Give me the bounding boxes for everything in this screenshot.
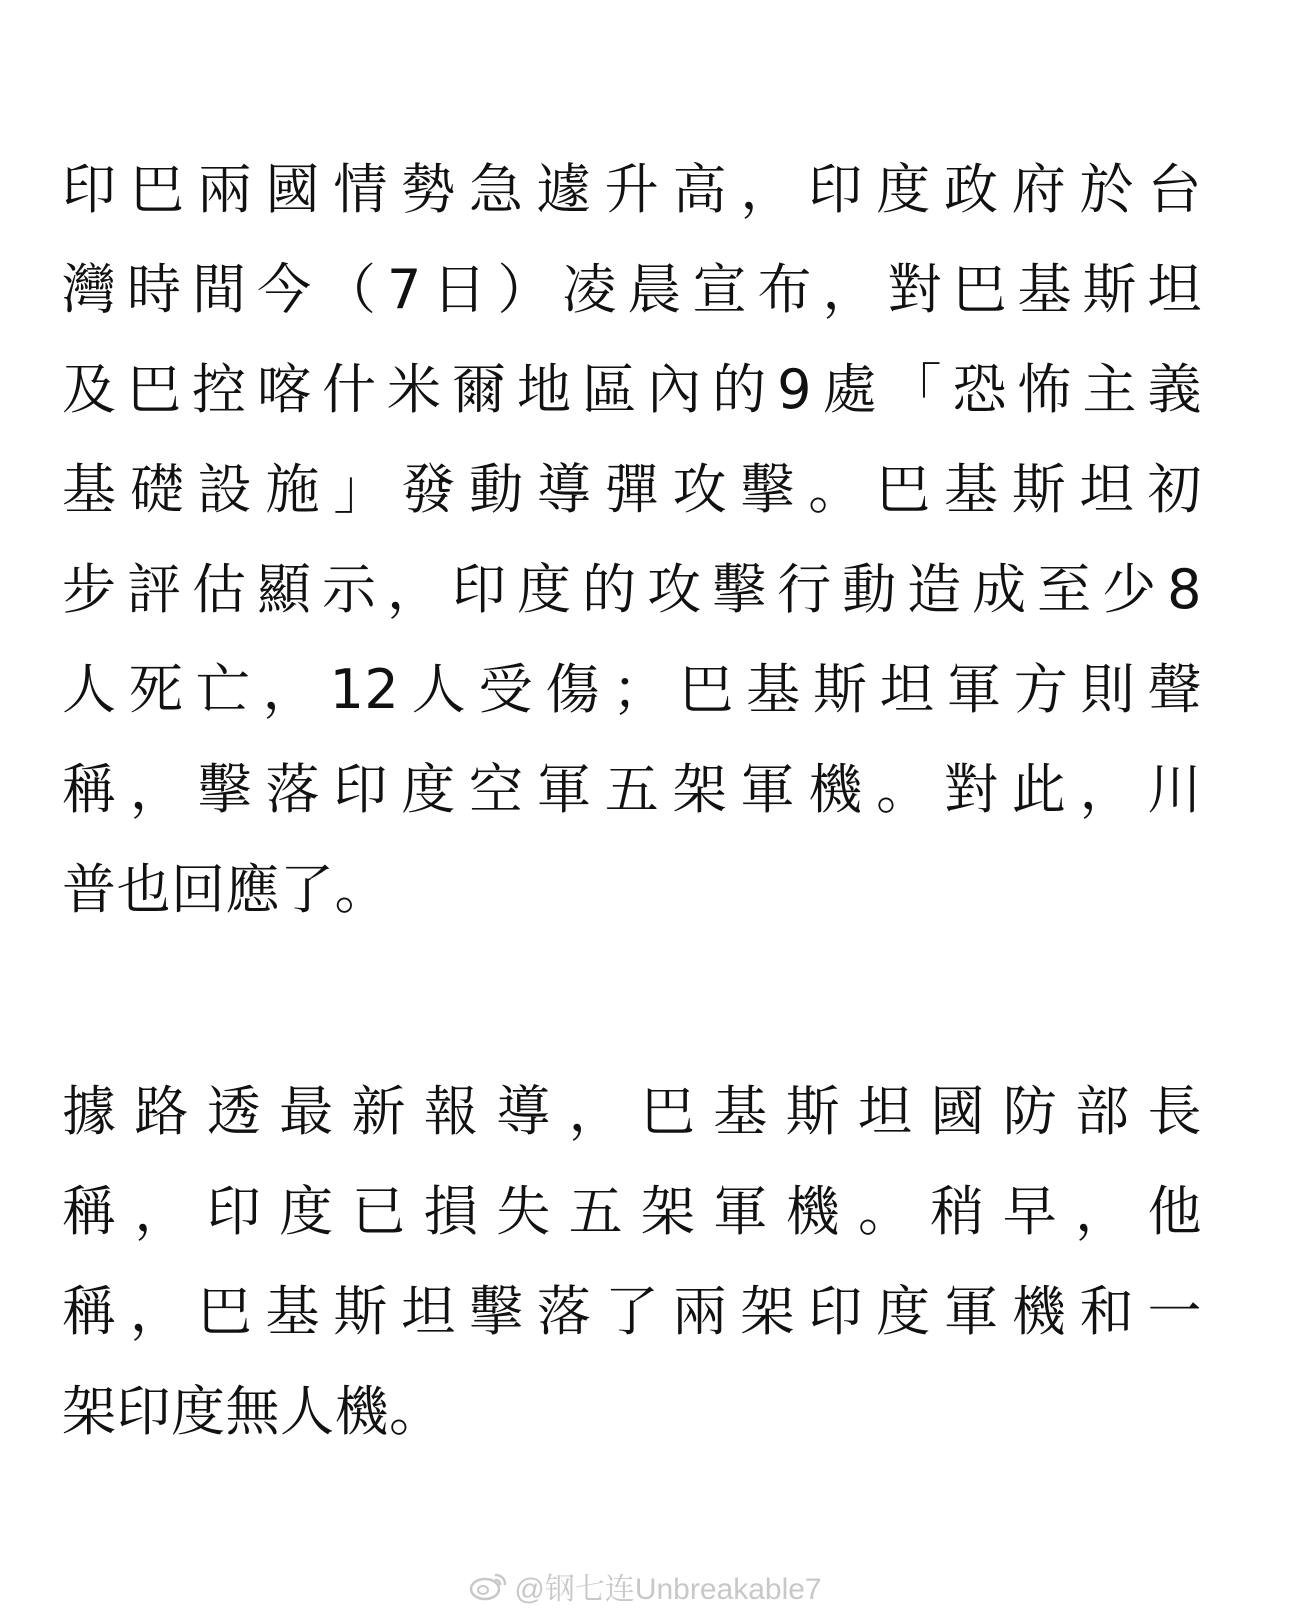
- paragraph-line: 據路透最新報導，巴基斯坦國防部長: [62, 1080, 1202, 1143]
- article-paragraph-2: [62, 1062, 1202, 1462]
- paragraph-line: 架印度無人機。: [62, 1380, 444, 1443]
- paragraph-line: 稱，擊落印度空軍五架軍機。對此，川: [62, 758, 1202, 821]
- watermark-text: @钢七连Unbreakable7: [514, 1573, 822, 1606]
- paragraph-line: 灣時間今（7日）凌晨宣布，對巴基斯坦: [62, 258, 1202, 321]
- paragraph-line: 印巴兩國情勢急遽升高，印度政府於台: [62, 158, 1202, 221]
- paragraph-line: 及巴控喀什米爾地區內的9處「恐怖主義: [62, 358, 1202, 421]
- weibo-icon: [468, 1571, 508, 1601]
- paragraph-line: 基礎設施」發動導彈攻擊。巴基斯坦初: [62, 458, 1202, 521]
- paragraph-line: 稱，巴基斯坦擊落了兩架印度軍機和一: [62, 1280, 1202, 1343]
- paragraph-line: 稱，印度已損失五架軍機。稍早，他: [62, 1180, 1202, 1243]
- paragraph-line: 步評估顯示，印度的攻擊行動造成至少8: [62, 558, 1202, 621]
- paragraph-line: 人死亡，12人受傷；巴基斯坦軍方則聲: [62, 658, 1202, 721]
- paragraph-line: 普也回應了。: [62, 858, 389, 921]
- article-paragraph-1: [62, 140, 1202, 940]
- watermark: [0, 1566, 1290, 1606]
